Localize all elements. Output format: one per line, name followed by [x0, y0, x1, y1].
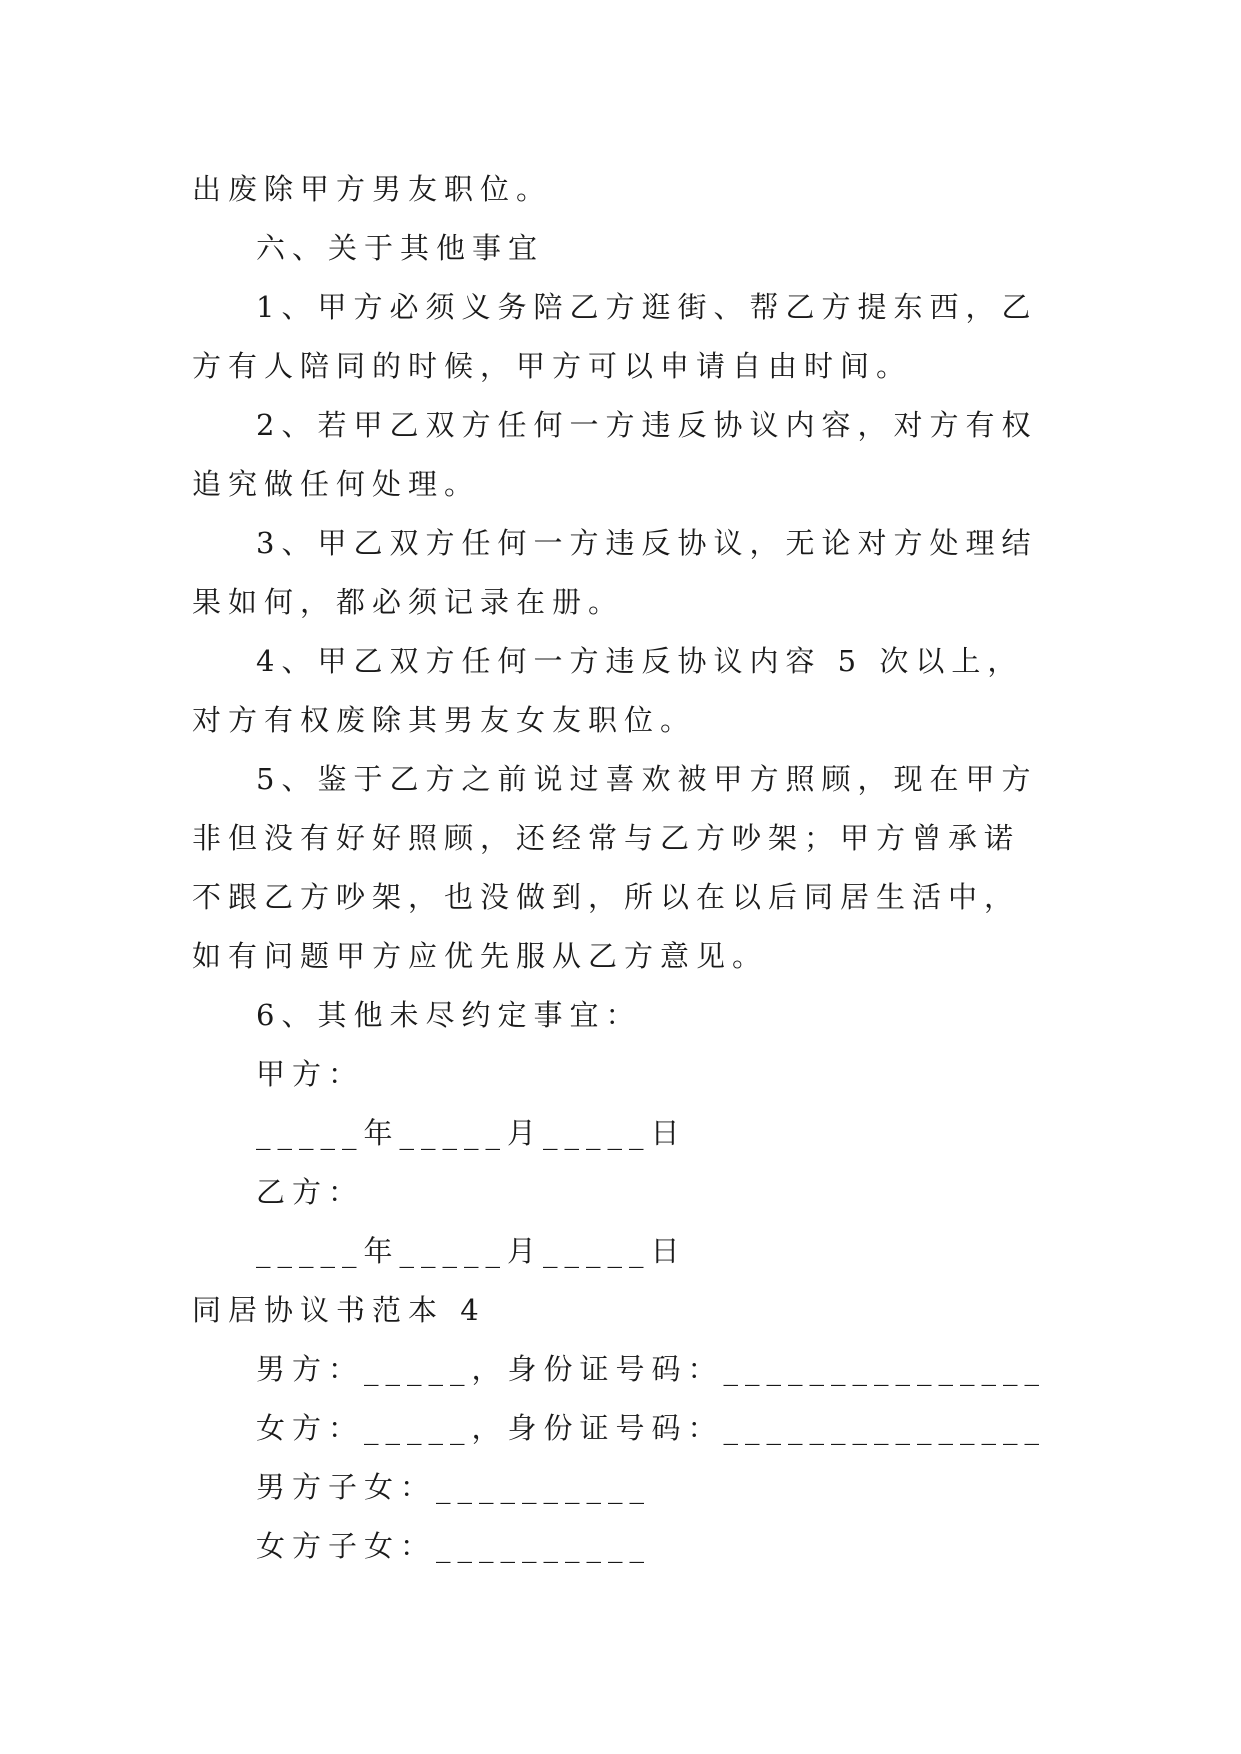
document-body	[192, 160, 1052, 1576]
female-party-children-line: 女方子女：__________	[256, 1529, 652, 1563]
paragraph-continuation: 出废除甲方男友职位。	[192, 172, 553, 206]
party-b-date-line: _____年_____月_____日	[256, 1234, 687, 1268]
clause-2: 2、若甲乙双方任何一方违反协议内容，对方有权追究做任何处理。	[192, 408, 1038, 501]
male-party-children-line: 男方子女：__________	[256, 1470, 652, 1504]
party-a-signature-label: 甲方：	[256, 1057, 365, 1091]
female-party-id-line: 女方：_____，身份证号码：_______________	[256, 1411, 1047, 1445]
clause-6: 6、其他未尽约定事宜：	[256, 998, 642, 1032]
party-a-date-line: _____年_____月_____日	[256, 1116, 687, 1150]
section-heading-other-matters: 六、关于其他事宜	[256, 231, 545, 265]
template-4-title: 同居协议书范本 4	[192, 1293, 486, 1327]
male-party-id-line: 男方：_____，身份证号码：_______________	[256, 1352, 1047, 1386]
clause-5: 5、鉴于乙方之前说过喜欢被甲方照顾，现在甲方非但没有好好照顾，还经常与乙方吵架；甲方曾承诺不跟乙方吵架，也没做到，所以在以后同居生活中，如有问题甲方应优先服从乙方意见。	[192, 762, 1038, 973]
clause-4: 4、甲乙双方任何一方违反协议内容 5 次以上，对方有权废除其男友女友职位。	[192, 644, 1024, 737]
party-b-signature-label: 乙方：	[256, 1175, 365, 1209]
clause-3: 3、甲乙双方任何一方违反协议，无论对方处理结果如何，都必须记录在册。	[192, 526, 1038, 619]
clause-1: 1、甲方必须义务陪乙方逛街、帮乙方提东西，乙方有人陪同的时候，甲方可以申请自由时间。	[192, 290, 1038, 383]
